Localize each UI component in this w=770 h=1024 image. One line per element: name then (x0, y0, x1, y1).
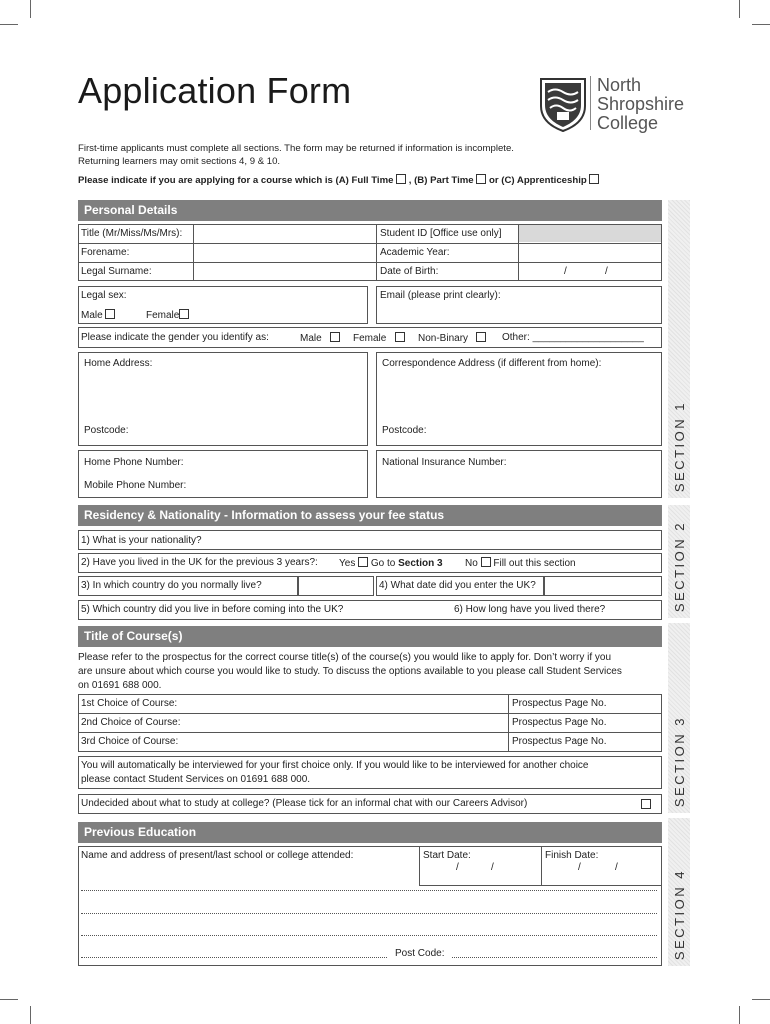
section-1-tab (668, 200, 690, 498)
legal-sex-male-checkbox[interactable] (105, 309, 115, 319)
previous-education-heading: Previous Education (78, 822, 662, 843)
apprenticeship-checkbox[interactable] (589, 174, 599, 184)
course-type-prompt: Please indicate if you are applying for a course which is (A) Full Time (78, 175, 394, 186)
uk-residency-no-checkbox[interactable] (481, 557, 491, 567)
course-instructions: Please refer to the prospectus for the correct course title(s) of the course(s) you would like to apply for. Don’t worry if you are unsure about which course you would like to study. To discuss the options available to you please call Student Services on 01691 688 000. (78, 652, 622, 691)
uk-residency-goto-section: Section 3 (398, 558, 443, 569)
uk-residency-no-label: No (465, 558, 478, 569)
uk-residency-goto: Go to (370, 558, 396, 569)
uk-residency-no (465, 557, 576, 569)
finish-date-separator: / (615, 862, 618, 873)
dob-separator: / (564, 266, 567, 277)
finish-date-separator: / (578, 862, 581, 873)
gender-female-checkbox[interactable] (395, 332, 405, 342)
legal-sex-female-label: Female (146, 310, 180, 321)
school-address-line[interactable] (81, 935, 657, 936)
course-type-row (78, 174, 599, 186)
uk-entry-date-input[interactable] (544, 576, 662, 596)
student-id-label: Student ID [Office use only] (380, 228, 502, 239)
intro-line-1: First-time applicants must complete all sections. The form may be returned if information is incomplete. (78, 143, 514, 154)
gender-male-label: Male (300, 333, 322, 344)
uk-residency-yes-checkbox[interactable] (358, 557, 368, 567)
legal-sex-male-label: Male (81, 310, 103, 321)
correspondence-address-label: Correspondence Address (if different from home): (382, 358, 602, 369)
undecided-checkbox[interactable] (641, 799, 651, 809)
legal-sex-female-checkbox[interactable] (179, 309, 189, 319)
legal-sex-male (81, 309, 115, 321)
gender-nonbinary-checkbox[interactable] (476, 332, 486, 342)
section-4-label: SECTION 4 (671, 868, 687, 960)
email-label: Email (please print clearly): (380, 290, 501, 301)
nationality-question: 1) What is your nationality? (81, 535, 202, 546)
personal-details-heading: Personal Details (78, 200, 662, 221)
title-input[interactable] (194, 225, 375, 242)
surname-input[interactable] (194, 263, 375, 280)
dob-separator: / (605, 266, 608, 277)
start-date-label: Start Date: (423, 850, 471, 861)
school-address-line[interactable] (81, 913, 657, 914)
residency-heading: Residency & Nationality - Information to assess your fee status (78, 505, 662, 526)
section-1-label: SECTION 1 (671, 400, 687, 492)
gender-female-label: Female (353, 333, 387, 344)
prospectus-page-1[interactable]: Prospectus Page No. (512, 698, 607, 709)
previous-country-question: 5) Which country did you live in before coming into the UK? (81, 604, 344, 615)
uk-residency-fill: Fill out this section (493, 558, 576, 569)
apprenticeship-label: or (C) Apprenticeship (489, 175, 587, 186)
ni-number-label: National Insurance Number: (382, 457, 507, 468)
prospectus-page-2[interactable]: Prospectus Page No. (512, 717, 607, 728)
post-code-input[interactable] (452, 957, 657, 958)
start-date-separator: / (456, 862, 459, 873)
academic-year-input[interactable] (519, 244, 661, 261)
school-label: Name and address of present/last school or college attended: (81, 850, 354, 861)
start-date-input[interactable] (420, 847, 540, 884)
section-2-tab (668, 505, 690, 618)
school-address-line[interactable] (81, 957, 387, 958)
college-crest-icon (538, 76, 588, 132)
school-address-line[interactable] (81, 890, 657, 891)
section-3-tab (668, 623, 690, 813)
section-4-tab (668, 818, 690, 966)
legal-sex-label: Legal sex: (81, 290, 127, 301)
course-heading: Title of Course(s) (78, 626, 662, 647)
correspondence-postcode-label: Postcode: (382, 425, 427, 436)
normal-country-question: 3) In which country do you normally live? (81, 580, 262, 591)
gender-male-checkbox[interactable] (330, 332, 340, 342)
academic-year-label: Academic Year: (380, 247, 450, 258)
home-address-label: Home Address: (84, 358, 153, 369)
course-choice-1[interactable]: 1st Choice of Course: (81, 698, 178, 709)
legal-sex-female (146, 309, 189, 321)
interview-note: You will automatically be interviewed for your first choice only. If you would like to be interviewed for another choice please contact Student Services on 01691 688 000. (81, 760, 589, 785)
gender-nonbinary-label: Non-Binary (418, 333, 469, 344)
logo-divider (590, 76, 591, 130)
full-time-checkbox[interactable] (396, 174, 406, 184)
intro-line-2: Returning learners may omit sections 4, 9 & 10. (78, 156, 281, 167)
home-phone-label: Home Phone Number: (84, 457, 184, 468)
part-time-checkbox[interactable] (476, 174, 486, 184)
time-lived-question: 6) How long have you lived there? (454, 604, 606, 615)
title-label: Title (Mr/Miss/Ms/Mrs): (81, 228, 183, 239)
gender-prompt: Please indicate the gender you identify as: (81, 332, 269, 343)
prospectus-page-3[interactable]: Prospectus Page No. (512, 736, 607, 747)
uk-residency-yes-label: Yes (339, 558, 356, 569)
course-choice-3[interactable]: 3rd Choice of Course: (81, 736, 179, 747)
course-choice-2[interactable]: 2nd Choice of Course: (81, 717, 181, 728)
page-title: Application Form (78, 70, 352, 111)
dob-input[interactable] (519, 263, 661, 280)
finish-date-label: Finish Date: (545, 850, 599, 861)
uk-residency-yes (339, 557, 443, 569)
gender-nonbinary (418, 332, 486, 344)
gender-male (300, 332, 340, 344)
section-2-label: SECTION 2 (671, 520, 687, 612)
college-name: North Shropshire College (597, 75, 685, 133)
home-postcode-label: Postcode: (84, 425, 129, 436)
normal-country-input[interactable] (298, 576, 374, 596)
forename-label: Forename: (81, 247, 130, 258)
start-date-separator: / (491, 862, 494, 873)
part-time-label: , (B) Part Time (408, 175, 474, 186)
finish-date-input[interactable] (542, 847, 661, 884)
dob-label: Date of Birth: (380, 266, 439, 277)
surname-label: Legal Surname: (81, 266, 152, 277)
gender-other[interactable]: Other: ____________________ (502, 332, 644, 343)
gender-female (353, 332, 405, 344)
undecided-label: Undecided about what to study at college? (Please tick for an informal chat with our Careers Advisor) (81, 798, 528, 809)
mobile-phone-label: Mobile Phone Number: (84, 480, 187, 491)
uk-entry-date-question: 4) What date did you enter the UK? (379, 580, 536, 591)
section-3-label: SECTION 3 (671, 715, 687, 807)
uk-residency-question: 2) Have you lived in the UK for the previous 3 years?: (81, 557, 318, 568)
forename-input[interactable] (194, 244, 375, 261)
post-code-label: Post Code: (395, 948, 445, 959)
